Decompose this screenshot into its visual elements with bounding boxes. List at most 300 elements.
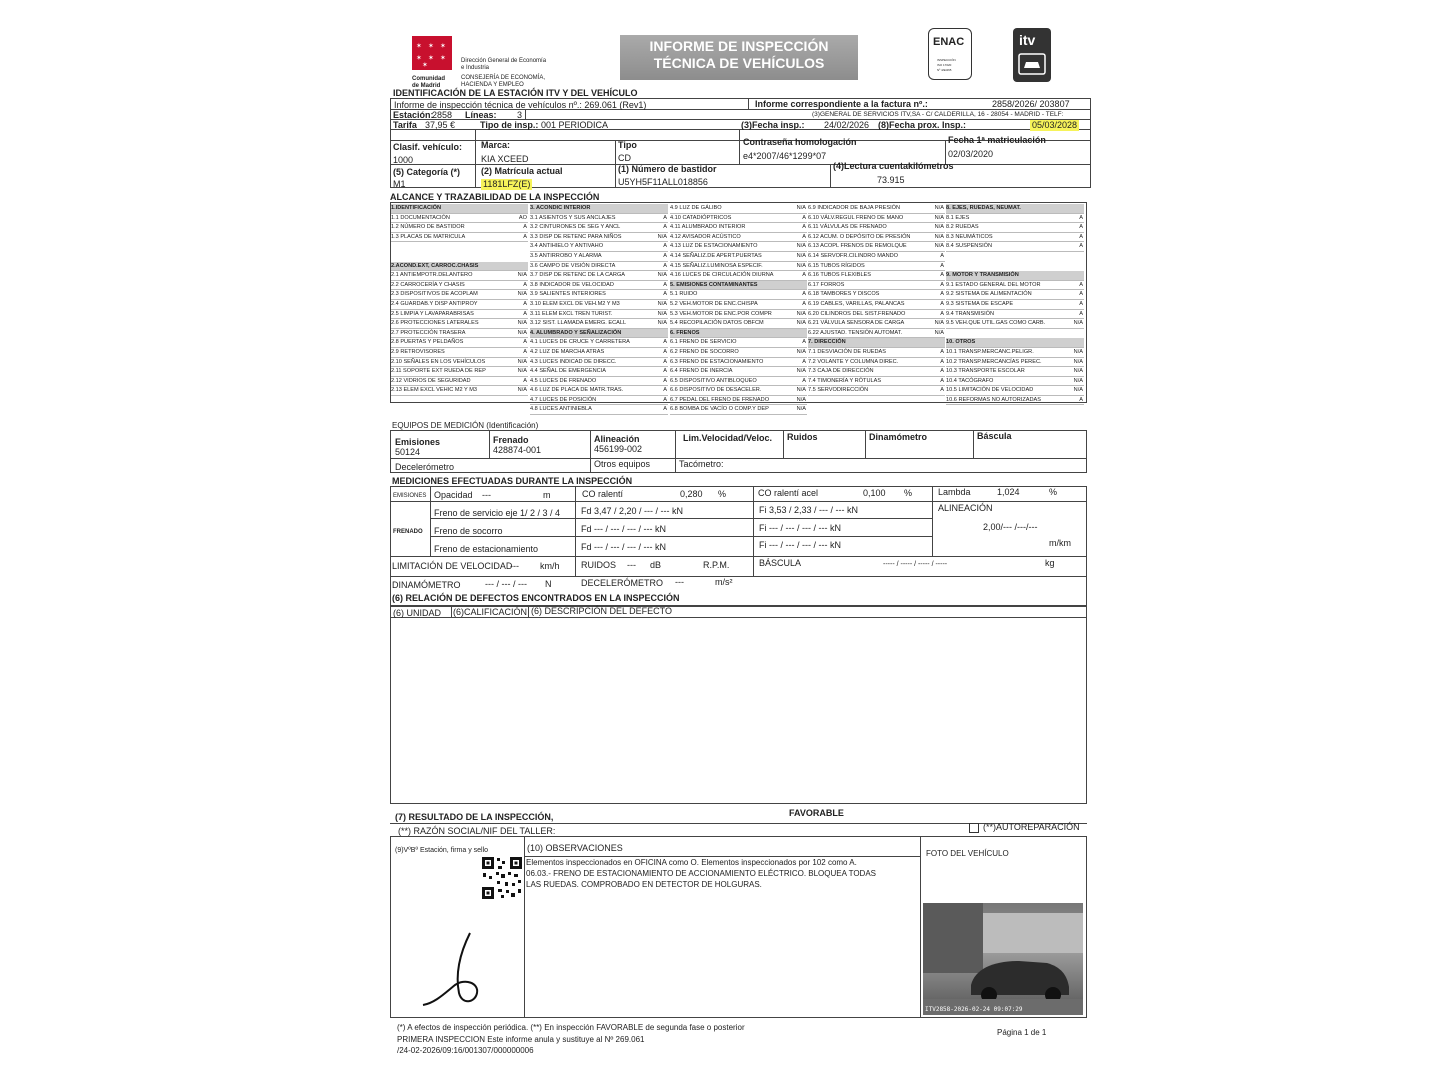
alcance-item-label: 3. ACONDIC INTERIOR	[530, 205, 591, 211]
alcance-item-result: A	[802, 272, 806, 279]
alcance-item-result: A	[940, 377, 944, 384]
alcance-item-result: N/A	[1073, 368, 1083, 375]
alcance-item-result: N/A	[517, 272, 527, 279]
tipo-insp-value: 001 PERIODICA	[541, 120, 609, 130]
alcance-item-result: A	[802, 377, 806, 384]
ident-section-title: IDENTIFICACIÓN DE LA ESTACIÓN ITV Y DEL VEHÍCULO	[393, 88, 638, 98]
alcance-item-label: 4.1 LUCES DE CRUCE Y CARRETERA	[530, 339, 630, 346]
eq-otros-label: Otros equipos	[594, 459, 651, 469]
org-line-1: Dirección General de Economía	[461, 58, 547, 64]
alcance-item-result: N/A	[1073, 358, 1083, 365]
km-value: 73.915	[877, 175, 905, 185]
alcance-item-label: 3.1 ASIENTOS Y SUS ANCLAJES	[530, 214, 616, 221]
alcance-item-label: 7.4 TIMONERÍA Y RÓTULAS	[808, 377, 882, 384]
lineas-label: Líneas:	[465, 110, 497, 120]
alcance-item	[670, 204, 807, 214]
marca-label: Marca:	[481, 140, 511, 150]
alcance-item	[808, 367, 945, 377]
alcance-item-result: N/A	[796, 368, 806, 375]
alcance-item	[946, 329, 1084, 339]
alcance-item	[530, 396, 668, 406]
alcance-item-result: N/A	[1073, 320, 1083, 327]
itv-text: itv	[1019, 32, 1036, 48]
alcance-item	[530, 290, 668, 300]
alcance-item-result: A	[523, 377, 527, 384]
report-title-banner	[620, 35, 858, 80]
matricula-value: 1181LFZ(E)	[483, 179, 531, 189]
alcance-item	[670, 386, 807, 396]
alcance-item	[670, 358, 807, 368]
alcance-item	[946, 290, 1084, 300]
alcance-item	[530, 310, 668, 320]
alcance-column-4	[808, 204, 945, 404]
med-frenado-side: FRENADO	[393, 529, 423, 535]
alcance-section-header	[808, 338, 945, 348]
footer-line-1: (*) A efectos de inspección periódica. (**) En inspección FAVORABLE de segunda fase o posterior	[397, 1023, 745, 1032]
alcance-item-label: 10.1 TRANSP.MERCANC.PELIGR.	[946, 348, 1034, 355]
alcance-item-result: AO	[518, 214, 527, 221]
alcance-item	[391, 300, 528, 310]
bascula-value: ----- / ----- / ----- / -----	[883, 561, 948, 568]
med-alineacion-value: 2,00/--- /---/---	[983, 522, 1038, 532]
alcance-item	[670, 262, 807, 272]
alcance-item	[808, 358, 945, 368]
alcance-item-result: A	[940, 291, 944, 298]
alcance-item-label: 6.5 DISPOSITIVO ANTIBLOQUEO	[670, 377, 757, 384]
alcance-section-header	[530, 204, 668, 214]
alcance-item-result: A	[663, 396, 667, 403]
opacidad-value: ---	[482, 490, 491, 500]
alcance-item-result: N/A	[796, 310, 806, 317]
vehicle-photo	[923, 903, 1083, 1015]
alcance-item-result: A	[663, 406, 667, 413]
alcance-item-result: A	[663, 339, 667, 346]
org-line-2: e Industria	[461, 65, 490, 71]
alcance-item-label: 4. ALUMBRADO Y SEÑALIZACIÓN	[530, 329, 622, 336]
qr-code-icon	[481, 856, 523, 900]
alcance-item	[391, 319, 528, 329]
alcance-item-label: 3.9 SALIENTES INTERIORES	[530, 291, 606, 298]
org-line-3: CONSEJERÍA DE ECONOMÍA,	[461, 75, 546, 81]
alcance-item-result: N/A	[796, 262, 806, 269]
alcance-item	[391, 233, 528, 243]
alcance-item	[391, 281, 528, 291]
autoreparacion-checkbox[interactable]	[969, 823, 979, 833]
alcance-item-result: N/A	[657, 272, 667, 279]
tarifa-value: 37,95 €	[425, 120, 456, 130]
alcance-item	[946, 348, 1084, 358]
alcance-item	[670, 242, 807, 252]
freno-servicio-fd: Fd 3,47 / 2,20 / --- / --- kN	[581, 506, 684, 516]
alcance-item-label: 6.3 FRENO DE ESTACIONAMIENTO	[670, 358, 764, 365]
alcance-item	[530, 214, 668, 224]
lambda-label: Lambda	[938, 487, 971, 497]
alcance-item-label: 1.IDENTIFICACIÓN	[391, 205, 442, 211]
mediciones-title: MEDICIONES EFECTUADAS DURANTE LA INSPECCIÓN	[392, 476, 633, 486]
bascula-label: BÁSCULA	[759, 558, 802, 568]
alcance-item-result: N/A	[657, 300, 667, 307]
alcance-item	[391, 386, 528, 396]
bastidor-value: U5YH5F11ALL018856	[618, 177, 708, 187]
alcance-item-result: A	[802, 339, 806, 346]
alcance-item-label: 6.14 SERVOFR.CILINDRO MANDO	[808, 252, 899, 259]
alcance-item-label: 5.2 VEH.MOTOR DE ENC.CHISPA	[670, 300, 758, 307]
alcance-item-label: 3.7 DISP DE RETENC DE LA CARGA	[530, 272, 626, 279]
alcance-item-result: A	[523, 310, 527, 317]
alcance-item-label: 4.16 LUCES DE CIRCULACIÓN DIURNA	[670, 272, 774, 279]
fecha-matric-value: 02/03/2020	[948, 149, 994, 159]
eq-alineacion-value: 456199-002	[594, 444, 643, 454]
alcance-item	[530, 377, 668, 387]
alcance-item-result: A	[663, 224, 667, 231]
alcance-item-label: 2.5 LIMPIA Y LAVAPARABRISAS	[391, 310, 474, 317]
freno-servicio-label: Freno de servicio eje 1/ 2 / 3 / 4	[434, 508, 561, 518]
alcance-item-label: 4.8 LUCES ANTINIEBLA	[530, 406, 592, 413]
alcance-item-label: 4.2 LUZ DE MARCHA ATRAS	[530, 348, 605, 355]
lambda-unit: %	[1049, 487, 1058, 497]
alcance-item	[808, 262, 945, 272]
estacion-label: Estación:	[393, 110, 434, 120]
alcance-item-result: A	[663, 243, 667, 250]
col-calificacion: (6)CALIFICACIÓN	[453, 607, 528, 617]
eq-decelerometro-label: Decelerómetro	[395, 462, 455, 472]
alcance-item-result: N/A	[657, 233, 667, 240]
alcance-item-label: 3.6 CAMPO DE VISIÓN DIRECTA	[530, 262, 616, 269]
alcance-item-result: A	[1079, 396, 1083, 403]
alcance-item-label: 6.21 VÁLVULA SENSORA DE CARGA	[808, 320, 905, 327]
alcance-item	[530, 271, 668, 281]
enac-small-2: ISO 17020	[937, 63, 952, 67]
alcance-item	[808, 310, 945, 320]
foto-label: FOTO DEL VEHÍCULO	[926, 849, 1009, 858]
marca-value: KIA XCEED	[481, 154, 529, 164]
tipo-insp-label: Tipo de insp.:	[480, 120, 539, 130]
alcance-item	[808, 281, 945, 291]
alcance-item-label: 2.ACOND.EXT, CARROC.CHASIS	[391, 262, 479, 269]
limitacion-label: LIMITACIÓN DE VELOCIDAD	[392, 561, 513, 571]
ruidos-unit: dB	[650, 560, 662, 570]
alcance-item-result: A	[523, 339, 527, 346]
decelerometro-unit: m/s²	[715, 577, 733, 587]
categoria-label: (5) Categoría (*)	[393, 167, 461, 177]
alcance-item-label: 4.10 CATADIÓPTRICOS	[670, 214, 732, 221]
equipos-title: EQUIPOS DE MEDICIÓN (Identificación)	[392, 421, 539, 430]
alcance-section-header	[946, 338, 1084, 348]
alcance-item-label: 1.3 PLACAS DE MATRICULA	[391, 233, 466, 240]
alcance-item-label: 3.8 INDICADOR DE VELOCIDAD	[530, 281, 614, 288]
alcance-column-3	[670, 204, 807, 413]
defectos-title: (6) RELACIÓN DE DEFECTOS ENCONTRADOS EN LA INSPECCIÓN	[392, 593, 680, 603]
dinamometro-label: DINAMÓMETRO	[392, 580, 461, 590]
clasif-label: Clasif. vehículo:	[393, 142, 463, 152]
alcance-item-result: A	[1079, 291, 1083, 298]
lineas-value: 3	[517, 110, 523, 120]
alcance-item	[808, 252, 945, 262]
logo-text-1: Comunidad	[412, 76, 445, 82]
categoria-value: M1	[393, 179, 406, 189]
alcance-item-result: N/A	[796, 406, 806, 413]
alcance-item-result: N/A	[657, 320, 667, 327]
alcance-item-result: A	[940, 262, 944, 269]
alcance-item-result: N/A	[934, 224, 944, 231]
svg-text:✶: ✶	[428, 42, 434, 50]
alcance-item-result: A	[802, 214, 806, 221]
obs-line-2: 06.03.- FRENO DE ESTACIONAMIENTO DE ACCIONAMIENTO ELÉCTRICO. BLOQUEA TODAS	[526, 869, 877, 878]
lambda-value: 1,024	[997, 487, 1020, 497]
alcance-item	[946, 386, 1084, 396]
alcance-item-label: 5.1 RUIDO	[670, 291, 698, 298]
alcance-item-label: 7.1 DESVIACIÓN DE RUEDAS	[808, 348, 887, 355]
alcance-item-result: A	[663, 262, 667, 269]
col-unidad: (6) UNIDAD	[393, 608, 442, 618]
alcance-item-result: N/A	[934, 320, 944, 327]
co-ralenti-unit: %	[718, 489, 727, 499]
alcance-item-result: A	[940, 348, 944, 355]
alcance-item	[670, 338, 807, 348]
alcance-item	[391, 338, 528, 348]
alcance-item-label: 9.4 TRANSMISIÓN	[946, 310, 995, 317]
freno-estac-fd: Fd --- / --- / --- / --- kN	[581, 542, 666, 552]
alcance-item-label: 3.3 DISP DE RETENC PARA NIÑOS	[530, 233, 622, 240]
alcance-item	[391, 242, 528, 252]
svg-text:✶: ✶	[422, 61, 428, 69]
alcance-item-label: 10.4 TACÓGRAFO	[946, 377, 994, 384]
alcance-item-label: 9.2 SISTEMA DE ALIMENTACIÓN	[946, 291, 1032, 298]
svg-text:✶: ✶	[440, 54, 446, 62]
alcance-item-result: A	[1079, 243, 1083, 250]
alcance-item-label: 5.4 RECOPILACIÓN DATOS OBFCM	[670, 320, 764, 327]
opacidad-label: Opacidad	[434, 490, 473, 500]
alcance-item	[808, 377, 945, 387]
alcance-item-result: A	[663, 252, 667, 259]
co-acel-unit: %	[904, 488, 913, 498]
alcance-item	[530, 338, 668, 348]
alcance-item	[670, 233, 807, 243]
alcance-item-label: 2.3 DISPOSITIVOS DE ACOPLAM	[391, 291, 478, 298]
alcance-item-label: 2.6 PROTECCIONES LATERALES	[391, 320, 479, 327]
footer-line-2: PRIMERA INSPECCION Este informe anula y sustituye al Nº 269.061	[397, 1035, 645, 1044]
alcance-item-result: N/A	[517, 358, 527, 365]
alcance-item	[946, 262, 1084, 272]
alcance-item	[808, 223, 945, 233]
alcance-item-result: A	[1079, 233, 1083, 240]
alcance-item	[530, 242, 668, 252]
ruidos-value: ---	[627, 560, 636, 570]
alcance-item	[670, 405, 807, 415]
alcance-item	[946, 377, 1084, 387]
autoreparacion-label: (**)AUTOREPARACIÓN	[983, 822, 1080, 832]
alcance-item-result: A	[663, 387, 667, 394]
foto-caption: ITV2858-2026-02-24 09:07:29	[925, 1006, 1023, 1013]
alcance-item-result: A	[1079, 310, 1083, 317]
alcance-item-label: 8.4 SUSPENSIÓN	[946, 243, 993, 250]
alcance-item	[391, 377, 528, 387]
freno-socorro-fd: Fd --- / --- / --- / --- kN	[581, 524, 666, 534]
alcance-item	[670, 214, 807, 224]
med-alineacion-label: ALINEACIÓN	[938, 503, 993, 513]
alcance-item-label: 2.9 RETROVISORES	[391, 348, 445, 355]
alcance-item-result: A	[1079, 300, 1083, 307]
alcance-item	[946, 233, 1084, 243]
alcance-item-label: 3.5 ANTIRROBO Y ALARMA	[530, 252, 602, 259]
alcance-item-label: 4.5 LUCES DE FRENADO	[530, 377, 597, 384]
decelerometro-value: ---	[675, 577, 684, 587]
alcance-item-label: 4.13 LUZ DE ESTACIONAMIENTO	[670, 243, 758, 250]
stars-icon	[412, 36, 452, 70]
freno-estac-fi: Fi --- / --- / --- / --- kN	[759, 540, 841, 550]
alcance-item-result: N/A	[1073, 377, 1083, 384]
alcance-item-result: A	[802, 358, 806, 365]
alcance-item-result: A	[1079, 214, 1083, 221]
eq-bascula-label: Báscula	[977, 431, 1012, 441]
alcance-item-label: 4.7 LUCES DE POSICIÓN	[530, 396, 597, 403]
alcance-item-label: 6.6 DISPOSITIVO DE DESACELER.	[670, 387, 762, 394]
alcance-item-result: A	[802, 300, 806, 307]
alcance-item	[530, 281, 668, 291]
alcance-item	[670, 396, 807, 406]
alcance-item-label: 3.4 ANTIHIELO Y ANTIVAHO	[530, 243, 604, 250]
freno-socorro-fi: Fi --- / --- / --- / --- kN	[759, 523, 841, 533]
alcance-item-label: 8.2 RUEDAS	[946, 224, 979, 231]
org-line-4: HACIENDA Y EMPLEO	[461, 82, 524, 88]
alcance-item-result: A	[802, 224, 806, 231]
alcance-item	[808, 386, 945, 396]
alcance-item-result: A	[663, 281, 667, 288]
alcance-item-result: A	[523, 224, 527, 231]
alcance-item-result: A	[802, 233, 806, 240]
alcance-item-result: N/A	[934, 205, 944, 211]
alcance-item-label: 2.11 SOPORTE EXT RUEDA DE REP	[391, 368, 486, 375]
alcance-item	[670, 252, 807, 262]
obs-title: (10) OBSERVACIONES	[527, 843, 623, 853]
alcance-item	[391, 223, 528, 233]
alcance-item-label: 8.1 EJES	[946, 214, 970, 221]
alcance-item-label: 2.4 GUARDAB.Y DISP ANTIPROY	[391, 300, 478, 307]
alcance-item-result: A	[663, 368, 667, 375]
bascula-unit: kg	[1045, 558, 1055, 568]
alcance-item-result: A	[523, 300, 527, 307]
alcance-item	[808, 319, 945, 329]
page-number: Página 1 de 1	[997, 1028, 1047, 1037]
alcance-item	[670, 271, 807, 281]
alcance-item-label: 6.1 FRENO DE SERVICIO	[670, 339, 737, 346]
alcance-item-result: N/A	[1073, 387, 1083, 394]
alcance-item-label: 2.10 SEÑALES EN LOS VEHÍCULOS	[391, 358, 486, 365]
alcance-section-header	[946, 271, 1084, 281]
alcance-item-label: 6.11 VÁLVULAS DE FRENADO	[808, 224, 887, 231]
alcance-item-label: 9.1 ESTADO GENERAL DEL MOTOR	[946, 281, 1041, 288]
alcance-item-label: 6.15 TUBOS RÍGIDOS	[808, 262, 865, 269]
rpm-label: R.P.M.	[703, 560, 730, 570]
alcance-item-label: 2.1 ANTIEMPOTR.DELANTERO	[391, 272, 473, 279]
factura-value: 2858/2026/ 203807	[992, 99, 1070, 109]
tipo-label: Tipo	[618, 140, 637, 150]
svg-text:✶: ✶	[416, 54, 422, 62]
alcance-item	[808, 233, 945, 243]
eq-ruidos-label: Ruidos	[787, 432, 818, 442]
alcance-item-label: 3.10 ELEM EXCL DE VEH.M2 Y M3	[530, 300, 620, 307]
alcance-item-label: 6.9 INDICADOR DE BAJA PRESIÓN	[808, 205, 901, 211]
footer-line-3: /24-02-2026/09:16/001307/000000006	[397, 1046, 534, 1055]
informe-number: Informe de inspección técnica de vehículos nº.: 269.061 (Rev1)	[394, 100, 647, 110]
alcance-item-label: 10.6 REFORMAS NO AUTORIZADAS	[946, 396, 1042, 403]
alcance-item-result: N/A	[517, 368, 527, 375]
alcance-section-header	[670, 281, 807, 291]
co-ralenti-label: CO ralentí	[582, 489, 624, 499]
alcance-item	[391, 348, 528, 358]
alcance-item-result: N/A	[517, 320, 527, 327]
alcance-item	[530, 319, 668, 329]
alcance-item-label: 3.2 CINTURONES DE SEG Y ANCL	[530, 224, 621, 231]
alcance-item-label: 6. FRENOS	[670, 329, 700, 336]
alcance-item-label: 2.13 ELEM EXCL VEHIC M2 Y M3	[391, 387, 478, 394]
fecha-prox-value: 05/03/2028	[1032, 120, 1078, 130]
alcance-item	[808, 204, 945, 214]
alcance-item-label: 7.3 CAJA DE DIRECCIÓN	[808, 368, 874, 375]
logo-text-2: de Madrid	[412, 83, 441, 89]
alcance-item-result: N/A	[934, 243, 944, 250]
alcance-item-label: 6.7 PEDAL DEL FRENO DE FRENADO	[670, 396, 770, 403]
alcance-item-result: A	[663, 291, 667, 298]
alcance-item-label: 4.9 LUZ DE GÁLIBO	[670, 205, 722, 211]
alcance-item	[530, 386, 668, 396]
alcance-item	[808, 271, 945, 281]
alcance-column-1	[391, 204, 528, 404]
alcance-item	[670, 300, 807, 310]
fecha-insp-value: 24/02/2026	[824, 120, 870, 130]
alcance-item-result: A	[663, 377, 667, 384]
med-alineacion-unit: m/km	[1049, 538, 1071, 548]
station-company: (3)GENERAL DE SERVICIOS ITV,SA - C/ CALDERILLA, 16 - 28054 - MADRID - TELF:	[812, 111, 1064, 118]
alcance-item	[946, 281, 1084, 291]
alcance-item-label: 6.17 FORROS	[808, 281, 845, 288]
alcance-item-label: 6.8 BOMBA DE VACÍO O COMP.Y DEP	[670, 406, 769, 413]
alcance-item-label: 10. OTROS	[946, 339, 976, 346]
alcance-item	[530, 405, 668, 415]
alcance-item-result: N/A	[517, 329, 527, 336]
alcance-item-result: A	[940, 368, 944, 375]
factura-label: Informe correspondiente a la factura nº.:	[755, 99, 928, 109]
alcance-item	[946, 396, 1084, 406]
alcance-item-label: 10.5 LIMITACIÓN DE VELOCIDAD	[946, 387, 1034, 394]
ruidos-label: RUIDOS	[581, 560, 617, 570]
tarifa-label: Tarifa	[393, 120, 417, 130]
alcance-item	[391, 358, 528, 368]
alcance-item-result: A	[802, 291, 806, 298]
alcance-item-label: 4.14 SEÑALIZ.DE APERT.PUERTAS	[670, 252, 762, 259]
alcance-item-result: N/A	[796, 396, 806, 403]
alcance-item-result: A	[663, 348, 667, 355]
alcance-item	[946, 223, 1084, 233]
alcance-item-label: 2.7 PROTECCIÓN TRASERA	[391, 329, 466, 336]
alcance-section-header	[670, 329, 807, 339]
co-acel-label: CO ralentí acel	[758, 488, 819, 498]
co-ralenti-value: 0,280	[680, 489, 703, 499]
alcance-item-result: A	[940, 358, 944, 365]
enac-logo	[928, 28, 972, 80]
alcance-item-label: 2.12 VIDRIOS DE SEGURIDAD	[391, 377, 471, 384]
alcance-item-label: 6.16 TUBOS FLEXIBLES	[808, 272, 872, 279]
alcance-item	[391, 290, 528, 300]
dinamometro-unit: N	[545, 579, 552, 589]
alcance-item	[391, 367, 528, 377]
alcance-item-result: N/A	[1073, 348, 1083, 355]
alcance-item-result: A	[940, 310, 944, 317]
alcance-item-label: 9.3 SISTEMA DE ESCAPE	[946, 300, 1014, 307]
alcance-item-result: A	[663, 214, 667, 221]
alcance-title: ALCANCE Y TRAZABILIDAD DE LA INSPECCIÓN	[390, 192, 600, 202]
alcance-item-label: 8. EJES, RUEDAS, NEUMAT.	[946, 205, 1021, 211]
